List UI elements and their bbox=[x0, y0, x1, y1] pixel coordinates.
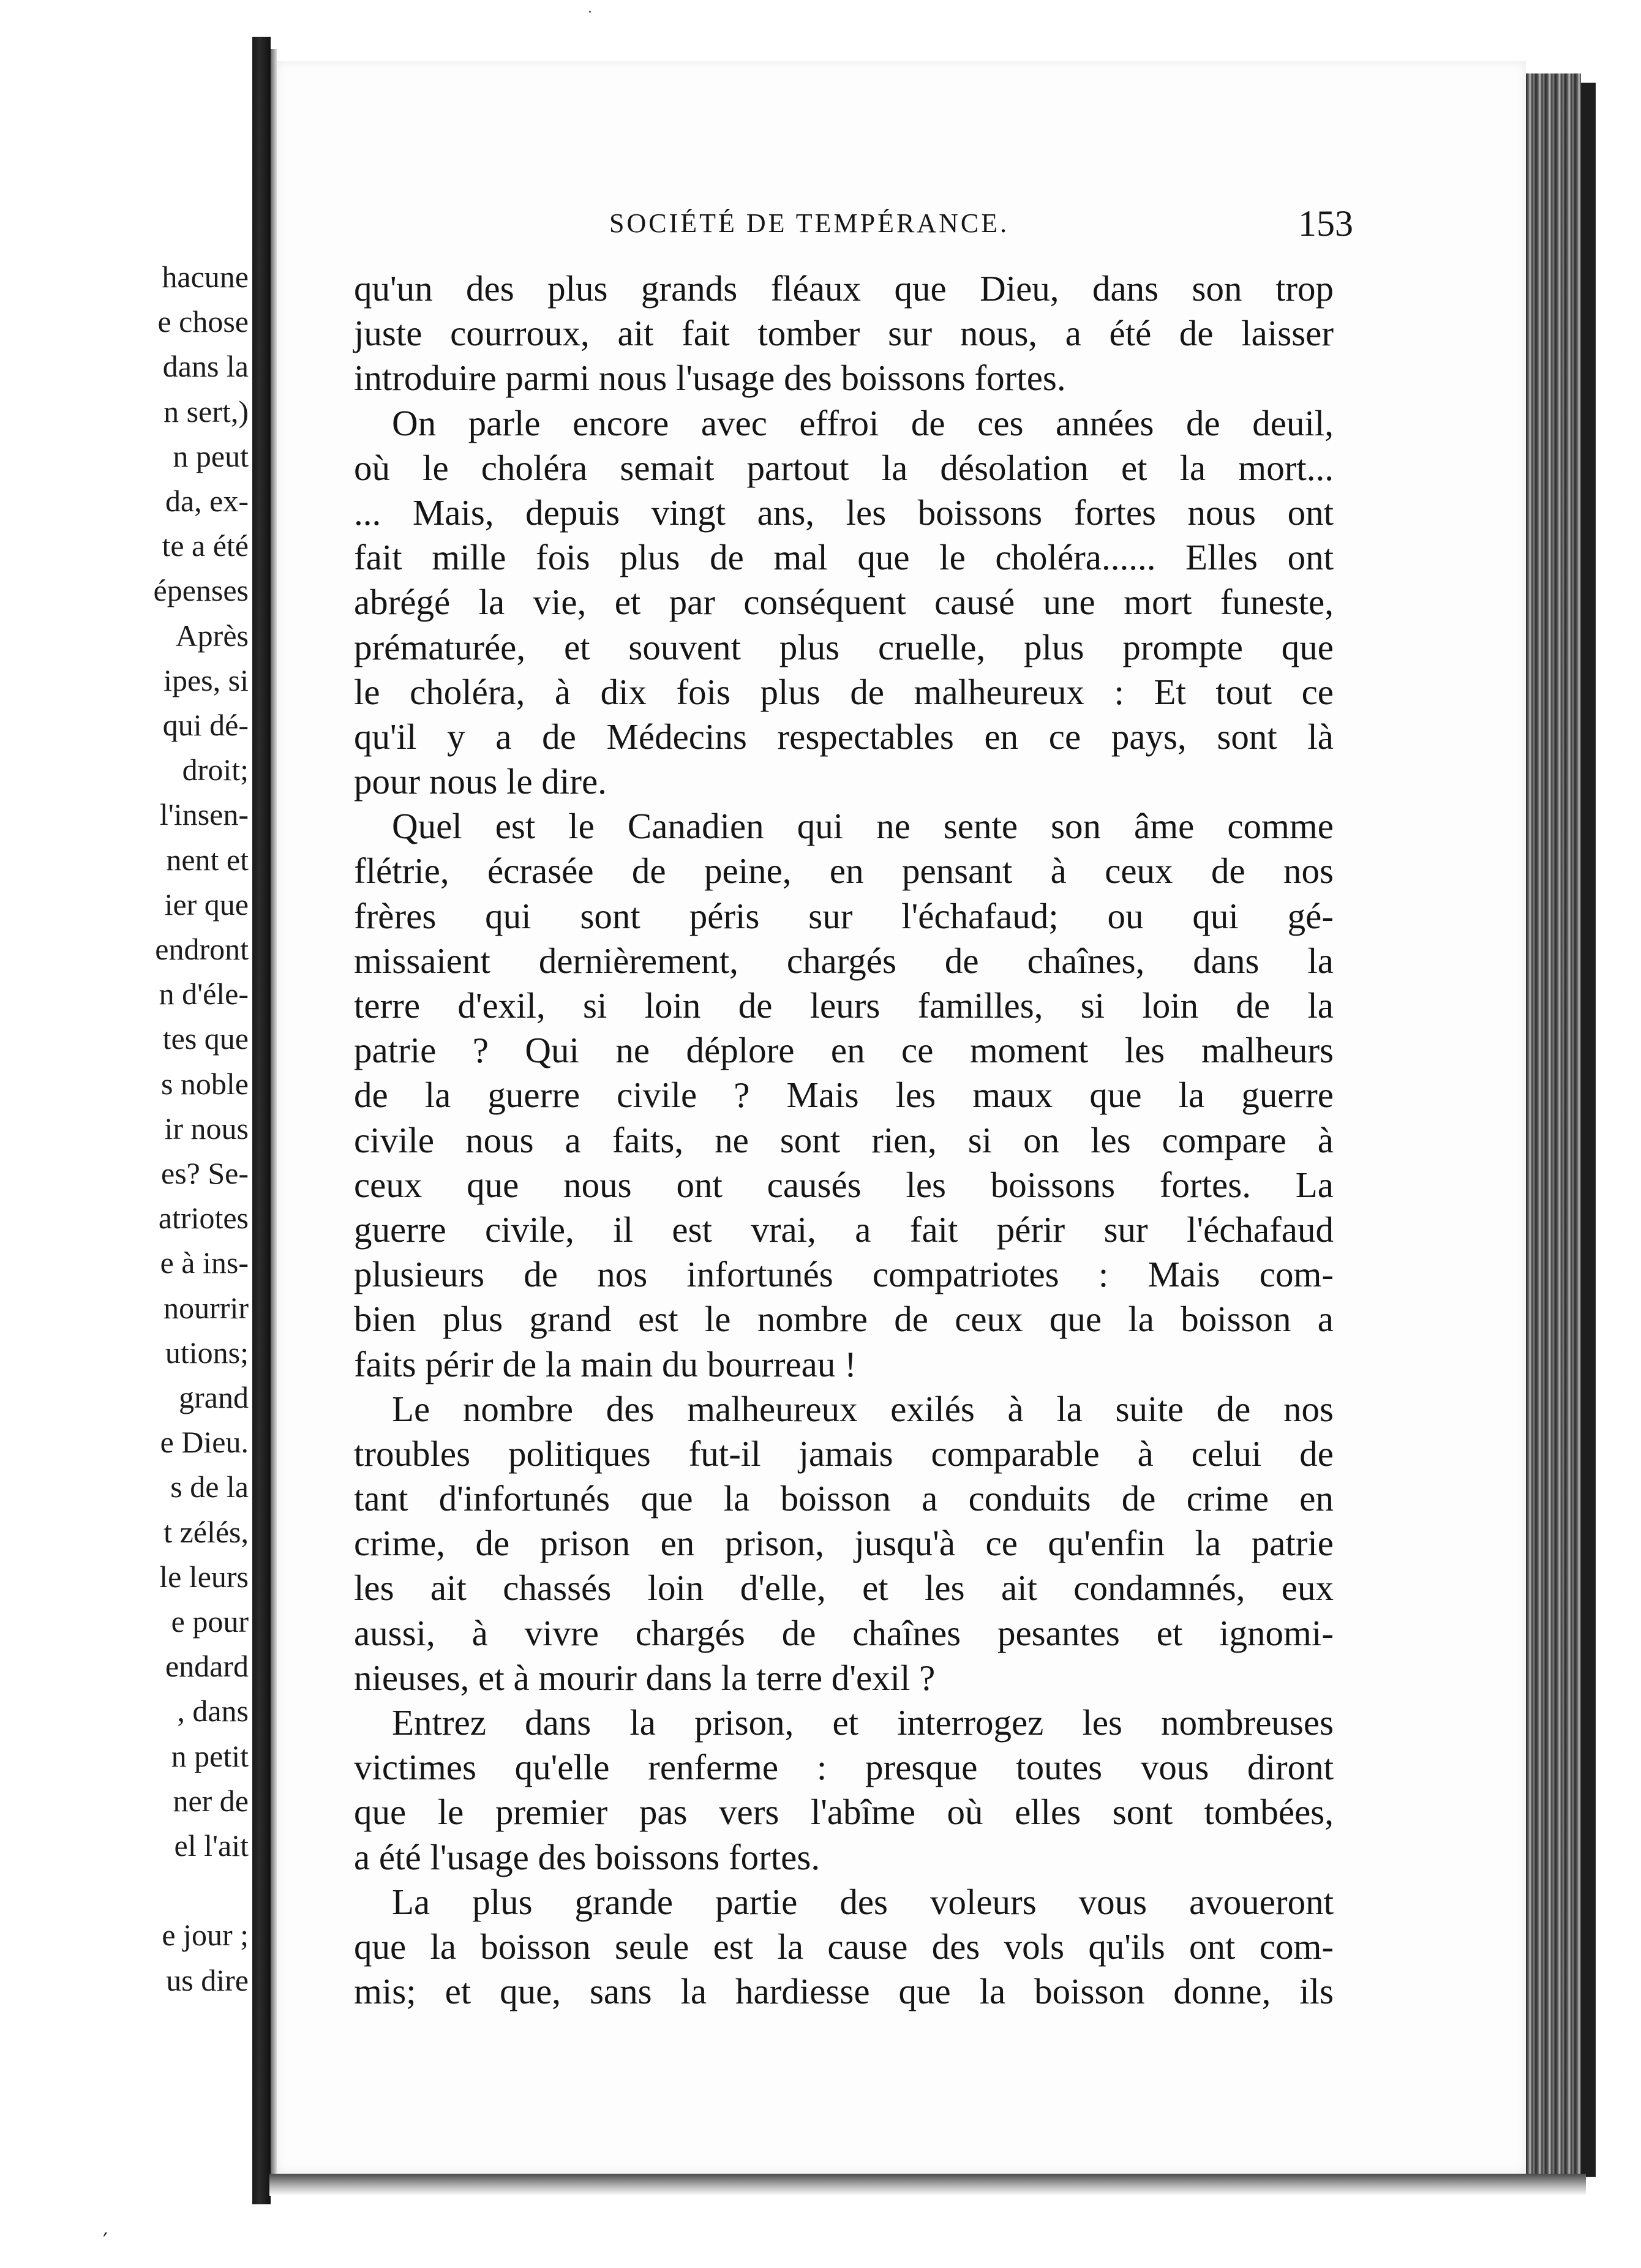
facing-page-line: , dans bbox=[177, 1694, 249, 1729]
text-line: frères qui sont péris sur l'échafaud; ou qui gé- bbox=[354, 895, 1334, 936]
text-line: Entrez dans la prison, et interrogez les nombreuses bbox=[392, 1702, 1334, 1743]
text-line: le choléra, à dix fois plus de malheureux : Et tout ce bbox=[354, 671, 1334, 712]
facing-page-line: es? Se- bbox=[161, 1156, 249, 1190]
text-line: faits périr de la main du bourreau ! bbox=[354, 1343, 857, 1384]
facing-page-line: dans la bbox=[162, 349, 249, 384]
book-gutter bbox=[252, 37, 271, 2204]
facing-page-line: le leurs bbox=[159, 1559, 249, 1594]
facing-page-line: nourrir bbox=[163, 1290, 249, 1325]
text-line: les ait chassés loin d'elle, et les ait condamnés, eux bbox=[354, 1568, 1334, 1609]
text-line: abrégé la vie, et par conséquent causé une mort funeste, bbox=[354, 582, 1334, 623]
text-line: de la guerre civile ? Mais les maux que la guerre bbox=[354, 1075, 1334, 1116]
facing-page-fragment bbox=[0, 58, 252, 2195]
facing-page-line: e jour ; bbox=[162, 1918, 249, 1953]
text-line: patrie ? Qui ne déplore en ce moment les malheurs bbox=[354, 1030, 1334, 1071]
text-line: prématurée, et souvent plus cruelle, plus prompte que bbox=[354, 626, 1334, 667]
scan-speck-top: · bbox=[588, 5, 592, 20]
facing-page-line: épenses bbox=[153, 573, 249, 608]
text-line: terre d'exil, si loin de leurs familles, si loin de la bbox=[354, 985, 1334, 1026]
text-line: plusieurs de nos infortunés compatriotes : Mais com- bbox=[354, 1254, 1334, 1295]
facing-page-line: ipes, si bbox=[163, 663, 249, 697]
facing-page-line: el l'ait bbox=[174, 1828, 249, 1863]
facing-page-line: s noble bbox=[160, 1066, 249, 1101]
text-line: qu'un des plus grands fléaux que Dieu, dans son trop bbox=[354, 268, 1334, 309]
text-line: juste courroux, ait fait tomber sur nous, a été de laisser bbox=[354, 313, 1334, 354]
facing-page-line: te a été bbox=[162, 528, 249, 563]
facing-page-line: n d'éle- bbox=[159, 977, 249, 1012]
facing-page-line: n petit bbox=[171, 1738, 249, 1773]
running-title: SOCIÉTÉ DE TEMPÉRANCE. bbox=[609, 208, 1010, 238]
facing-page-line: ier que bbox=[164, 887, 249, 922]
facing-page-line: qui dé- bbox=[162, 708, 249, 742]
text-line: aussi, à vivre chargés de chaînes pesantes et ignomi- bbox=[354, 1612, 1334, 1653]
page-number: 153 bbox=[1298, 203, 1353, 244]
text-line: victimes qu'elle renferme : presque toutes vous diront bbox=[354, 1747, 1334, 1788]
facing-page-line: us dire bbox=[166, 1962, 249, 1997]
gutter-highlight bbox=[271, 49, 277, 2192]
book-edge-shadow bbox=[1581, 83, 1596, 2177]
facing-page-line: endard bbox=[165, 1649, 249, 1684]
facing-page-line: utions; bbox=[165, 1335, 249, 1370]
facing-page-line: droit; bbox=[182, 753, 249, 787]
text-line: missaient dernièrement, chargés de chaînes, dans la bbox=[354, 940, 1334, 981]
facing-page-line: ir nous bbox=[164, 1111, 249, 1146]
text-line: bien plus grand est le nombre de ceux que la boisson a bbox=[354, 1299, 1334, 1340]
facing-page-line: atriotes bbox=[158, 1201, 249, 1236]
facing-page-line: Après bbox=[175, 618, 249, 653]
scan-speck-bottom: ′ bbox=[103, 2229, 108, 2254]
facing-page-line: endront bbox=[155, 932, 249, 966]
facing-page-line: n sert,) bbox=[163, 394, 249, 429]
text-line: crime, de prison en prison, jusqu'à ce qu'enfin la patrie bbox=[354, 1523, 1334, 1564]
facing-page-line: ner de bbox=[173, 1783, 249, 1818]
text-line: tant d'infortunés que la boisson a conduits de crime en bbox=[354, 1478, 1334, 1519]
facing-page-line: e pour bbox=[171, 1604, 249, 1639]
text-line: qu'il y a de Médecins respectables en ce pays, sont là bbox=[354, 716, 1334, 757]
text-line: nieuses, et à mourir dans la terre d'exil ? bbox=[354, 1657, 936, 1698]
facing-page-line: e Dieu. bbox=[160, 1425, 249, 1460]
facing-page-line: e chose bbox=[157, 304, 249, 339]
text-line: mis; et que, sans la hardiesse que la boisson donne, ils bbox=[354, 1971, 1334, 2012]
text-line: On parle encore avec effroi de ces années de deuil, bbox=[392, 402, 1334, 443]
text-line: pour nous le dire. bbox=[354, 761, 607, 802]
facing-page-line: da, ex- bbox=[165, 484, 249, 518]
facing-page-line: l'insen- bbox=[159, 797, 249, 832]
page-header bbox=[609, 202, 1353, 245]
facing-page-line: nent et bbox=[166, 842, 249, 877]
facing-page-line: grand bbox=[179, 1380, 249, 1414]
page-edges bbox=[1526, 73, 1581, 2186]
text-line: a été l'usage des boissons fortes. bbox=[354, 1836, 820, 1877]
text-line: troubles politiques fut-il jamais comparable à celui de bbox=[354, 1433, 1334, 1474]
text-line: ... Mais, depuis vingt ans, les boissons fortes nous ont bbox=[354, 492, 1334, 533]
body-text bbox=[354, 266, 1334, 2014]
text-line: introduire parmi nous l'usage des boissons fortes. bbox=[354, 358, 1066, 399]
text-line: Le nombre des malheureux exilés à la suite de nos bbox=[392, 1388, 1334, 1429]
text-line: que la boisson seule est la cause des vols qu'ils ont com- bbox=[354, 1926, 1334, 1967]
text-line: Quel est le Canadien qui ne sente son âme comme bbox=[392, 806, 1334, 847]
facing-page-line: e à ins- bbox=[160, 1245, 249, 1280]
text-line: civile nous a faits, ne sont rien, si on les compare à bbox=[354, 1119, 1334, 1160]
text-line: ceux que nous ont causés les boissons fortes. La bbox=[354, 1164, 1334, 1205]
text-line: guerre civile, il est vrai, a fait périr sur l'échafaud bbox=[354, 1209, 1334, 1250]
page-bottom-shadow bbox=[269, 2174, 1586, 2196]
facing-page-line: tes que bbox=[162, 1021, 249, 1056]
facing-page-line: n peut bbox=[173, 438, 249, 473]
text-line: que le premier pas vers l'abîme où elles sont tombées, bbox=[354, 1792, 1334, 1833]
text-line: fait mille fois plus de mal que le choléra...... Elles ont bbox=[354, 537, 1334, 578]
text-line: où le choléra semait partout la désolation et la mort... bbox=[354, 447, 1334, 488]
text-line: La plus grande partie des voleurs vous avoueront bbox=[392, 1881, 1334, 1922]
facing-page-line: s de la bbox=[170, 1470, 249, 1504]
text-line: flétrie, écrasée de peine, en pensant à ceux de nos bbox=[354, 850, 1334, 892]
facing-page-line: hacune bbox=[162, 260, 249, 294]
facing-page-line: t zélés, bbox=[163, 1514, 249, 1549]
